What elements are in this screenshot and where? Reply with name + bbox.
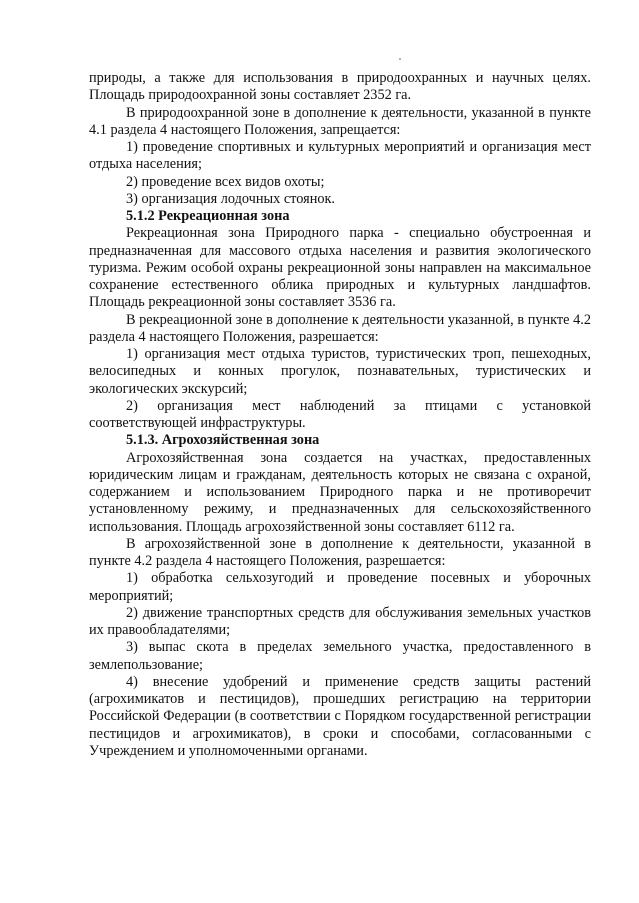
- body-paragraph: Агрохозяйственная зона создается на участках, предоставленных юридическим лицам и гражданам, деятельность которых не связана с охраной, содержанием и использованием Природного парка и не противоречит установленному режиму, и предназначенных для сельскохозяйственного использования. Площадь агрохозяйственной зоны составляет 6112 га.: [89, 449, 591, 535]
- body-paragraph: 1) проведение спортивных и культурных мероприятий и организация мест отдыха населения;: [89, 139, 591, 173]
- body-paragraph: 2) организация мест наблюдений за птицами с установкой соответствующей инфраструктуры.: [89, 397, 591, 431]
- body-paragraph: В рекреационной зоне в дополнение к деятельности указанной, в пункте 4.2 раздела 4 настоящего Положения, разрешается:: [89, 311, 591, 345]
- body-paragraph: природы, а также для использования в природоохранных и научных целях. Площадь природоохранной зоны составляет 2352 га.: [89, 70, 591, 104]
- body-paragraph: 1) обработка сельхозугодий и проведение посевных и уборочных мероприятий;: [89, 570, 591, 604]
- body-paragraph: В агрохозяйственной зоне в дополнение к деятельности, указанной в пункте 4.2 раздела 4 настоящего Положения, разрешается:: [89, 535, 591, 569]
- section-heading: 5.1.2 Рекреационная зона: [126, 208, 290, 224]
- body-paragraph: 3) организация лодочных стоянок.: [126, 190, 336, 207]
- body-paragraph: 4) внесение удобрений и применение средств защиты растений (агрохимикатов и пестицидов), прошедших регистрацию на территории Российской Федерации (в соответствии с Порядком государственной регистрации пестицидов и агрохимикатов), в сроки и способами, согласованными с Учреждением и уполномоченными органами.: [89, 673, 591, 759]
- body-paragraph: 2) движение транспортных средств для обслуживания земельных участков их правообладателями;: [89, 604, 591, 638]
- body-paragraph: 1) организация мест отдыха туристов, туристических троп, пешеходных, велосипедных и конных прогулок, познавательных, туристических и экологических экскурсий;: [89, 346, 591, 397]
- body-paragraph: Рекреационная зона Природного парка - специально обустроенная и предназначенная для массового отдыха населения и развития экологического туризма. Режим особой охраны рекреационной зоны направлен на максимальное сохранение естественного облика природных и культурных ландшафтов. Площадь рекреационной зоны составляет 3536 га.: [89, 225, 591, 311]
- body-paragraph: В природоохранной зоне в дополнение к деятельности, указанной в пункте 4.1 раздела 4 настоящего Положения, запрещается:: [89, 104, 591, 138]
- scan-speck: [399, 58, 401, 60]
- section-heading: 5.1.3. Агрохозяйственная зона: [126, 432, 320, 449]
- document-body: [89, 70, 591, 760]
- body-paragraph: 3) выпас скота в пределах земельного участка, предоставленного в землепользование;: [89, 639, 591, 673]
- body-paragraph: 2) проведение всех видов охоты;: [126, 173, 325, 190]
